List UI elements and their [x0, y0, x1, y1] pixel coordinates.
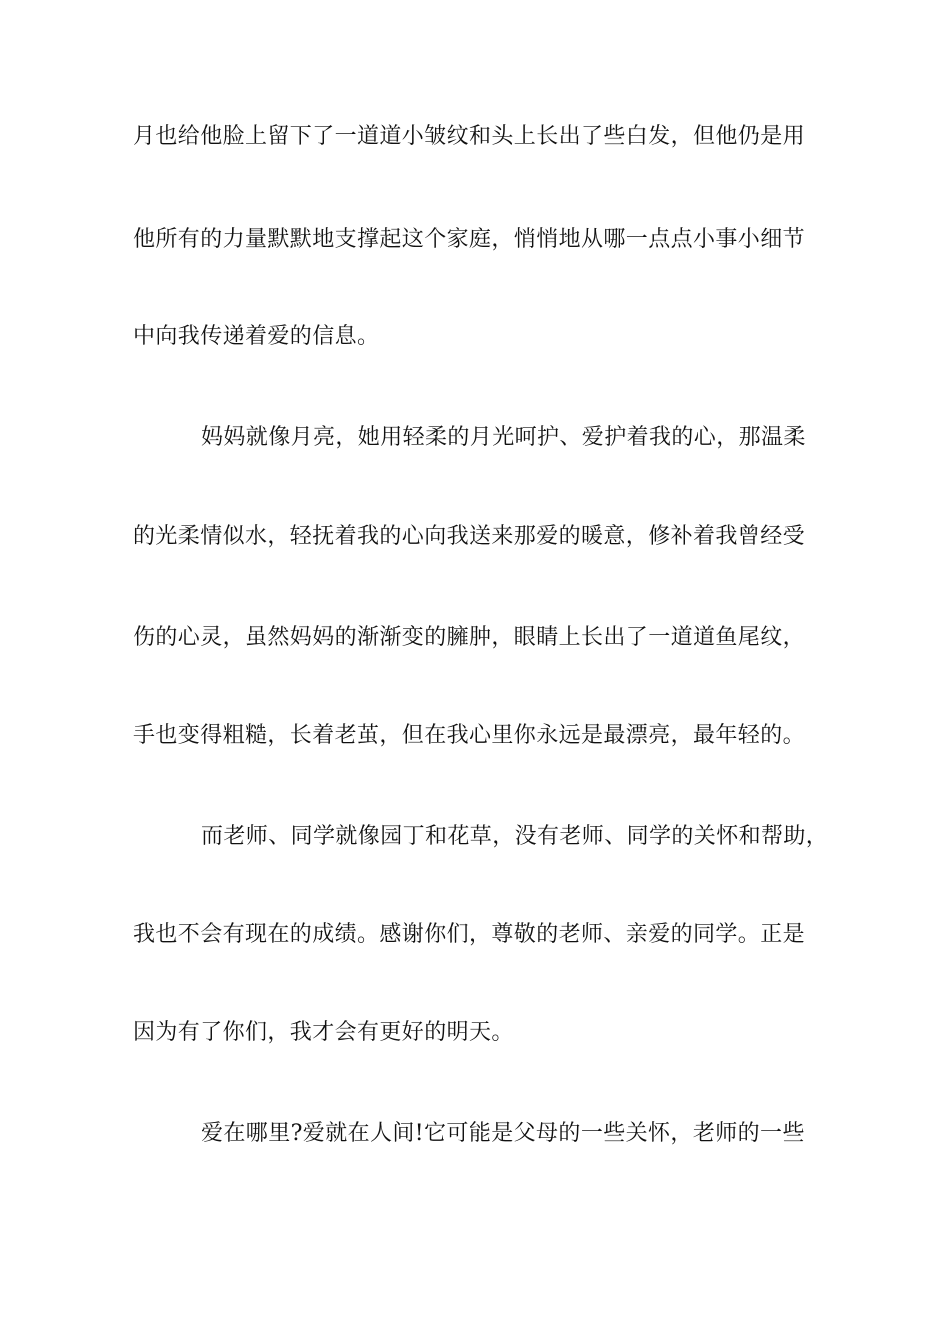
text-line: 的光柔情似水，轻抚着我的心向我送来那爱的暖意，修补着我曾经受	[133, 524, 806, 549]
paragraph-first-line: 而老师、同学就像园丁和花草，没有老师、同学的关怀和帮助，	[201, 824, 829, 849]
text-line: 中向我传递着爱的信息。	[133, 324, 380, 349]
paragraph-first-line: 爱在哪里?爱就在人间!它可能是父母的一些关怀，老师的一些	[201, 1121, 805, 1146]
paragraph-first-line: 妈妈就像月亮，她用轻柔的月光呵护、爱护着我的心，那温柔	[201, 425, 806, 450]
text-line: 手也变得粗糙，长着老茧，但在我心里你永远是最漂亮，最年轻的。	[133, 723, 806, 748]
text-line: 我也不会有现在的成绩。感谢你们，尊敬的老师、亲爱的同学。正是	[133, 922, 806, 947]
text-line: 因为有了你们，我才会有更好的明天。	[133, 1020, 514, 1045]
text-line: 伤的心灵，虽然妈妈的渐渐变的臃肿，眼睛上长出了一道道鱼尾纹，	[133, 625, 806, 650]
text-line: 月也给他脸上留下了一道道小皱纹和头上长出了些白发，但他仍是用	[133, 124, 806, 149]
text-line: 他所有的力量默默地支撑起这个家庭，悄悄地从哪一点点小事小细节	[133, 227, 806, 252]
